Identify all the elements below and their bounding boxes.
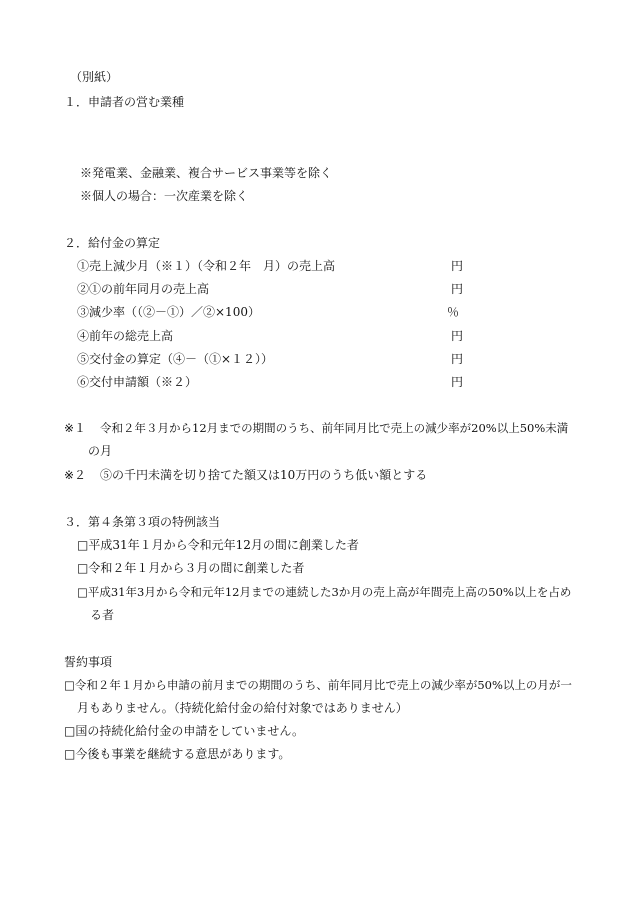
calc-row-1-unit: 円 [451,259,464,273]
pledge-item-2[interactable]: □国の持続化給付金の申請をしていません。 [64,724,305,738]
calc-row-4-label: ④前年の総売上高 [77,329,174,343]
pledge-item-3[interactable]: □今後も事業を継続する意思があります。 [64,747,291,761]
footnote-1-text-cont: の月 [88,444,113,458]
calc-row-2-label: ②①の前年同月の売上高 [77,282,210,296]
section1-note-exclusions: ※発電業、金融業、複合サービス事業等を除く [80,166,333,180]
calc-row-6-label: ⑥交付申請額（※２） [77,375,198,389]
footnote-1-text: 令和２年３月から12月までの期間のうち、前年同月比で売上の減少率が20%以上50%未満 [100,421,569,435]
calc-row-5-unit: 円 [451,352,464,366]
calc-row-3-unit: ％ [447,305,460,319]
pledge-item-1[interactable]: □令和２年１月から申請の前月までの期間のうち、前年同月比で売上の減少率が50%以上の月が一 [64,678,572,692]
calc-row-6-unit: 円 [451,375,464,389]
footnote-2-mark: ※２ [64,468,87,482]
special-case-item-3-cont: る者 [90,608,115,622]
special-case-item-1[interactable]: □平成31年１月から令和元年12月の間に創業した者 [77,538,359,552]
pledge-item-1-cont: 月もありません。（持続化給付金の給付対象ではありません） [77,701,408,715]
calc-row-5-label: ⑤交付金の算定（④－（①×１２）） [77,352,274,366]
section1-heading: １．申請者の営む業種 [64,95,185,109]
calc-row-1-label: ①売上減少月（※１）（令和２年 月）の売上高 [77,259,336,273]
pledge-heading: 誓約事項 [64,655,113,669]
section3-heading: ３．第４条第３項の特例該当 [64,515,221,529]
calc-row-2-unit: 円 [451,282,464,296]
section2-heading: ２．給付金の算定 [64,236,161,250]
section1-note-individual: ※個人の場合：一次産業を除く [80,189,249,203]
attachment-label: （別紙） [70,70,119,84]
calc-row-4-unit: 円 [451,329,464,343]
special-case-item-2[interactable]: □令和２年１月から３月の間に創業した者 [77,561,305,575]
footnote-2-text: ⑤の千円未満を切り捨てた額又は10万円のうち低い額とする [100,468,428,482]
calc-row-3-label: ③減少率（（②－①）／②×100） [77,305,260,319]
footnote-1-mark: ※１ [64,421,87,435]
special-case-item-3[interactable]: □平成31年3月から令和元年12月までの連続した3か月の売上高が年間売上高の50%以上を占め [77,585,572,599]
